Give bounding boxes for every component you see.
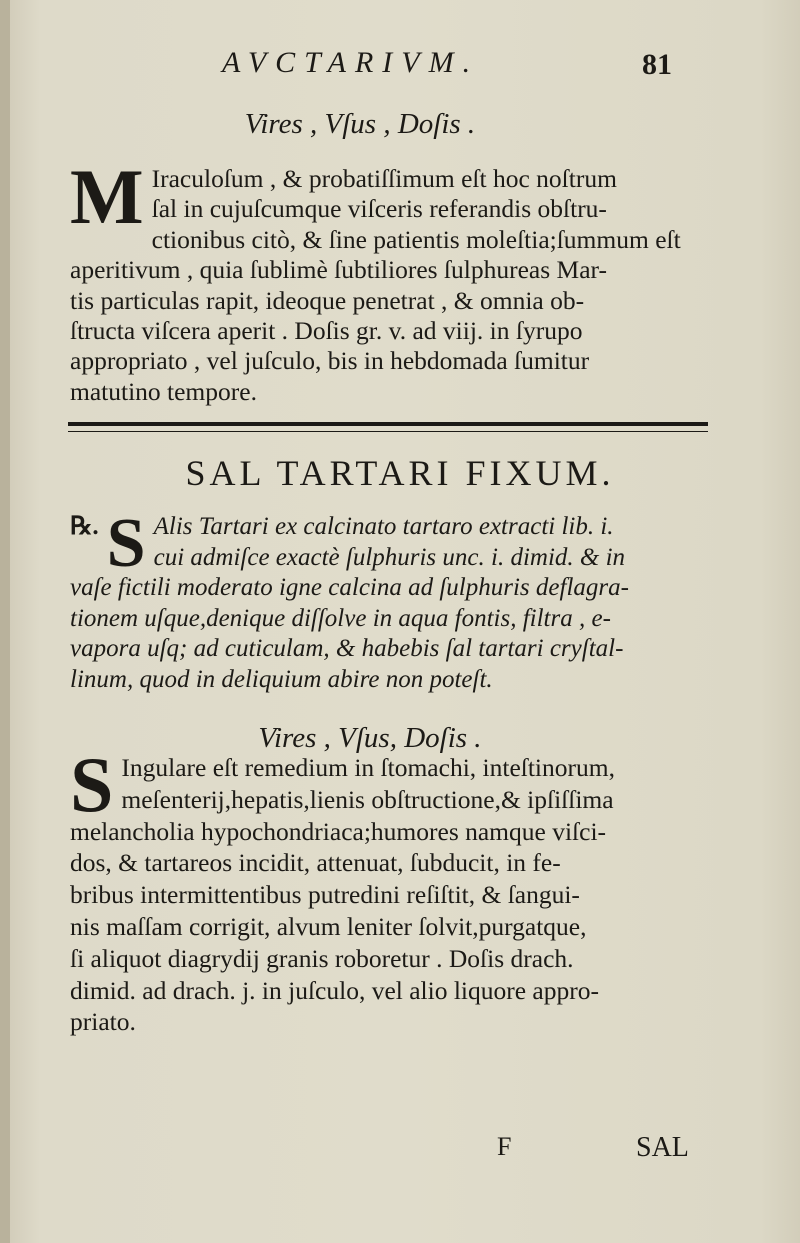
- text-line: cui admiſce exactè ſulphuris unc. i. dimid. & in: [153, 543, 626, 571]
- section-divider-rule: [68, 422, 708, 432]
- text-line: meſenterij,hepatis,lienis obſtructione,& ipſiſſima: [121, 784, 614, 814]
- drop-cap-m: M: [70, 153, 144, 240]
- catchword: SAL: [636, 1132, 689, 1163]
- text-line: melancholia hypochondriaca;humores namque viſci-: [70, 816, 607, 846]
- text-line: linum, quod in deliquium abire non poteſt.: [70, 665, 493, 693]
- text-line: dimid. ad drach. j. in juſculo, vel alio liquore appro-: [70, 975, 599, 1005]
- text-line: ctionibus citò, & ſine patientis moleſtia;ſummum eſt: [151, 224, 681, 254]
- text-line: vaſe fictili moderato igne calcina ad ſulphuris deflagra-: [70, 574, 629, 602]
- text-line: Ingulare eſt remedium in ſtomachi, inteſtinorum,: [121, 753, 615, 782]
- text-line: bribus intermittentibus putredini reſiſtit, & ſangui-: [70, 880, 580, 910]
- signature-mark: F: [497, 1132, 512, 1161]
- page-binding-edge: [0, 0, 10, 1243]
- text-line: aperitivum , quia ſublimè ſubtiliores ſulphureas Mar-: [70, 255, 607, 285]
- text-line: dos, & tartareos incidit, attenuat, ſubducit, in fe-: [70, 848, 561, 878]
- text-line: nis maſſam corrigit, alvum leniter ſolvit,purgatque,: [70, 911, 587, 941]
- text-line: vapora uſq; ad cuticulam, & habebis ſal tartari cryſtal-: [70, 635, 624, 663]
- text-line: priato.: [70, 1007, 136, 1037]
- text-line: tis particulas rapit, ideoque penetrat , & omnia ob-: [70, 285, 585, 315]
- paragraph-recipe: [70, 505, 710, 696]
- section-title-sal-tartari: SAL TARTARI FIXUM.: [185, 453, 615, 493]
- subheading-vires-usus-dosis: Vires , Vſus , Doſis .: [244, 108, 476, 140]
- drop-cap-s-2: S: [70, 741, 114, 828]
- running-title: AVCTARIVM.: [222, 46, 480, 79]
- text-line: ſtructa viſcera aperit . Doſis gr. v. ad viij. in ſyrupo: [70, 316, 583, 346]
- text-line: ſi aliquot diagrydij granis roboretur . Doſis drach.: [70, 943, 574, 973]
- text-line: Iraculoſum , & probatiſſimum eſt hoc noſtrum: [151, 164, 617, 193]
- page-header: [0, 46, 800, 90]
- text-line: tionem uſque,denique diſſolve in aqua fontis, filtra , e-: [70, 604, 611, 632]
- text-line: appropriato , vel juſculo, bis in hebdomada ſumitur: [70, 346, 590, 376]
- text-line: matutino tempore.: [70, 376, 257, 406]
- text-line: Alis Tartari ex calcinato tartaro extracti lib. i.: [153, 513, 614, 540]
- subheading-vires-usus-dosis-2: Vires , Vſus, Doſis .: [258, 722, 482, 754]
- paragraph-singulare: [70, 741, 710, 1038]
- drop-cap-s: S: [106, 505, 146, 582]
- text-line: ſal in cujuſcumque viſceris referandis obſtru-: [151, 194, 607, 224]
- recipe-sign: ℞.: [70, 513, 99, 540]
- paragraph-miraculosum: [70, 153, 710, 407]
- page-number: 81: [642, 48, 672, 81]
